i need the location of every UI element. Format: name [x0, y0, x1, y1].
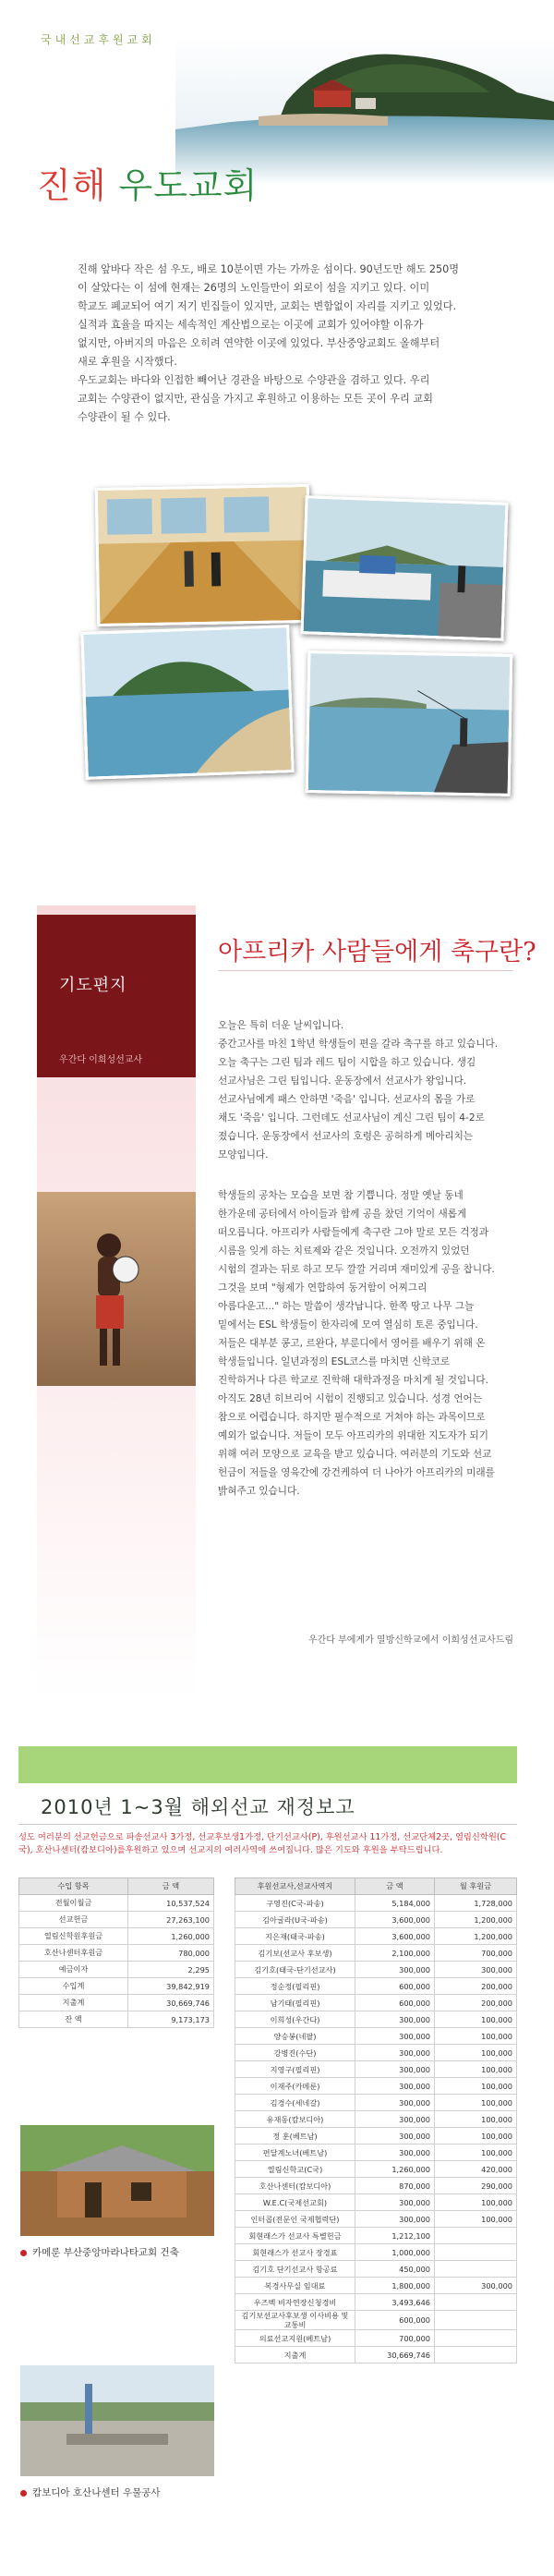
table-row [235, 1978, 517, 1995]
expense-table [235, 1877, 517, 2363]
table-cell-monthly: 290,000 [435, 2178, 517, 2194]
table-cell-monthly: 1,200,000 [435, 1928, 517, 1945]
table-cell-monthly: 1,200,000 [435, 1912, 517, 1928]
table-cell-amount: 3,600,000 [355, 1928, 435, 1945]
table-header-row [235, 1878, 517, 1895]
table-cell-recipient: 우즈벡 비자연장신청경비 [235, 2294, 355, 2311]
table-cell-recipient: 지은재(태국-파송) [235, 1928, 355, 1945]
table-cell-amount: 870,000 [355, 2178, 435, 2194]
photo-boy-with-ball [37, 1192, 196, 1386]
intro-line: 없지만, 아버지의 마음은 오히려 연약한 이곳에 있었다. 부산중앙교회도 올해부터 [78, 337, 440, 349]
table-cell-monthly [435, 2330, 517, 2347]
intro-line: 교회는 수양관이 없지만, 관심을 가지고 후원하고 이용하는 모든 곳이 우리 교회 [78, 393, 433, 405]
table-cell-amount: 1,260,000 [355, 2161, 435, 2178]
table-cell-monthly: 700,000 [435, 1945, 517, 1962]
table-row [235, 1928, 517, 1945]
table-cell-recipient: 회현래스가 선교사 장경표 [235, 2244, 355, 2261]
table-cell-recipient: 김기호(태국-단기선교사) [235, 1962, 355, 1978]
table-cell-recipient: 이재주(카메룬) [235, 2078, 355, 2095]
table-row [235, 2278, 517, 2294]
letter-line: 중간고사를 마친 1학년 학생들이 편을 갈라 축구를 하고 있습니다. [218, 1039, 499, 1050]
table-cell-recipient: 편달계노녀(베트남) [235, 2145, 355, 2161]
photo-hall-interior [95, 484, 312, 626]
table-cell-recipient: 정순정(필리핀) [235, 1978, 355, 1995]
table-cell-monthly: 100,000 [435, 2028, 517, 2045]
table-cell-amount: 1,212,100 [355, 2228, 435, 2244]
table-cell-monthly [435, 2294, 517, 2311]
table-cell-amount: 300,000 [355, 2211, 435, 2228]
table-row [235, 2294, 517, 2311]
table-cell-recipient: 회현래스가 선교사 특별헌금 [235, 2228, 355, 2244]
table-row [235, 2128, 517, 2145]
letter-line: 오늘은 특히 더운 날씨입니다. [218, 1020, 344, 1031]
letter-paragraph-2 [218, 1186, 513, 1501]
column-header: 수입 항목 [19, 1878, 128, 1895]
column-header: 월 후원금 [435, 1878, 517, 1895]
table-row [235, 2111, 517, 2128]
table-cell-item: 호산나센터후원금 [19, 1945, 128, 1962]
table-row [235, 2061, 517, 2078]
letter-line: 떠오릅니다. 아프리카 사람들에게 축구란 그야 말로 모든 걱정과 [218, 1227, 489, 1238]
table-cell-recipient: 김아굴라(U국-파송) [235, 1912, 355, 1928]
table-row [19, 1912, 214, 1928]
table-cell-recipient: 정 훈(베트남) [235, 2128, 355, 2145]
table-cell-recipient: 강병진(수단) [235, 2045, 355, 2061]
caption-cameroon [20, 2245, 179, 2259]
letter-line: 진학하거나 다른 학교로 진학해 대학과정을 마치게 될 것입니다. [218, 1375, 489, 1386]
table-cell-monthly: 1,728,000 [435, 1895, 517, 1912]
table-cell-amount: 300,000 [355, 2045, 435, 2061]
table-cell-item: 예금이자 [19, 1962, 128, 1978]
column-header: 후원선교사,선교사역지 [235, 1878, 355, 1895]
table-row [235, 2261, 517, 2278]
table-cell-item: 지출계 [19, 1995, 128, 2011]
table-cell-amount: 700,000 [355, 2330, 435, 2347]
table-cell-monthly: 100,000 [435, 2011, 517, 2028]
table-cell-amount: 9,173,173 [128, 2011, 214, 2028]
table-cell-monthly [435, 2244, 517, 2261]
table-cell-recipient: W.E.C(국제선교회) [235, 2194, 355, 2211]
letter-line: 밝혀주고 있습니다. [218, 1486, 300, 1497]
table-cell-monthly: 100,000 [435, 2095, 517, 2111]
prayer-letter-label-box [37, 915, 196, 1077]
table-cell-monthly: 100,000 [435, 2194, 517, 2211]
table-cell-amount: 300,000 [355, 2194, 435, 2211]
table-row [235, 2145, 517, 2161]
table-row [235, 2161, 517, 2178]
caption-text: 카메룬 부산중앙마라나타교회 건축 [32, 2247, 179, 2258]
table-cell-recipient: 호산나센터(캄보디아) [235, 2178, 355, 2194]
table-row [235, 2311, 517, 2330]
table-cell-amount: 300,000 [355, 2028, 435, 2045]
table-cell-monthly [435, 2261, 517, 2278]
finance-title-divider [18, 1824, 517, 1825]
table-cell-recipient: 김기보(선교사 후보생) [235, 1945, 355, 1962]
intro-line: 이 살았다는 이 섬에 현재는 26명의 노인들만이 외로이 섬을 지키고 있다. 이미 [78, 282, 430, 294]
table-row [235, 1995, 517, 2011]
income-table [18, 1877, 214, 2028]
table-cell-monthly: 100,000 [435, 2128, 517, 2145]
table-cell-amount: 1,800,000 [355, 2278, 435, 2294]
table-cell-item: 잔 액 [19, 2011, 128, 2028]
table-cell-recipient: 의료선교지원(베트남) [235, 2330, 355, 2347]
table-row [19, 1928, 214, 1945]
table-cell-recipient: 복경사무실 임대료 [235, 2278, 355, 2294]
title-part-jinhae: 진해 [37, 165, 107, 206]
table-cell-amount: 30,669,746 [128, 1995, 214, 2011]
column-header: 금 액 [128, 1878, 214, 1895]
table-cell-item: 수입계 [19, 1978, 128, 1995]
table-row [19, 1995, 214, 2011]
table-cell-amount: 300,000 [355, 2145, 435, 2161]
table-row [235, 2045, 517, 2061]
table-cell-amount: 300,000 [355, 2095, 435, 2111]
letter-line: 위해 여러 모양으로 교육을 받고 있습니다. 여러분의 기도와 선교 [218, 1449, 492, 1460]
prayer-letter-section [0, 905, 554, 1737]
intro-line: 진해 앞바다 작은 섬 우도, 배로 10분이면 가는 가까운 섬이다. 90년도만 해도 250명 [78, 263, 460, 275]
intro-line: 새로 후원을 시작했다. [78, 356, 177, 368]
table-cell-amount: 3,493,646 [355, 2294, 435, 2311]
photo-island-beach [80, 625, 294, 780]
bullet-dot-icon [20, 2490, 27, 2497]
table-cell-recipient: 남기태(필리핀) [235, 1995, 355, 2011]
table-cell-amount: 300,000 [355, 2061, 435, 2078]
column-header: 금 액 [355, 1878, 435, 1895]
table-cell-amount: 10,537,524 [128, 1895, 214, 1912]
table-row [235, 1945, 517, 1962]
table-cell-amount: 300,000 [355, 2011, 435, 2028]
caption-text: 캄보디아 호산나센터 우물공사 [32, 2487, 161, 2498]
table-cell-item: 전월이월금 [19, 1895, 128, 1912]
letter-line: 시름을 잊게 하는 치료제와 같은 것입니다. 오전까지 있었던 [218, 1245, 470, 1257]
church-intro-section [0, 0, 554, 887]
table-cell-amount: 600,000 [355, 1995, 435, 2011]
table-cell-monthly [435, 2311, 517, 2330]
prayer-letter-label: 기도편지 [59, 976, 127, 995]
table-row [19, 1962, 214, 1978]
table-cell-recipient: 구영진(C국-파송) [235, 1895, 355, 1912]
table-cell-monthly: 300,000 [435, 2278, 517, 2294]
table-cell-recipient: 유재동(캄보디아) [235, 2111, 355, 2128]
table-cell-recipient: 열림신학교(C국) [235, 2161, 355, 2178]
table-cell-monthly: 100,000 [435, 2078, 517, 2095]
table-cell-monthly: 100,000 [435, 2061, 517, 2078]
table-cell-amount: 30,669,746 [355, 2347, 435, 2363]
letter-line: 학생들입니다. 일년과정의 ESL코스를 마치면 신학코로 [218, 1356, 451, 1367]
table-row [19, 1978, 214, 1995]
table-cell-amount: 300,000 [355, 2128, 435, 2145]
letter-line: 예외가 없습니다. 저들이 모두 아프리카의 위대한 지도자가 되기 [218, 1430, 489, 1441]
table-cell-amount: 300,000 [355, 2111, 435, 2128]
letter-line: 아직도 28년 히브리어 시험이 진행되고 있습니다. 성경 언어는 [218, 1393, 483, 1404]
finance-report-section [0, 1746, 554, 2576]
table-cell-recipient: 양승봉(네팔) [235, 2028, 355, 2045]
intro-line: 학교도 폐교되어 여기 저기 빈집들이 있지만, 교회는 변함없이 자리를 지키고 있었다. [78, 300, 457, 312]
table-cell-amount: 300,000 [355, 2078, 435, 2095]
letter-line: 선교사님에게 패스 안하면 '죽음' 입니다. 선교사의 몸을 가로 [218, 1094, 476, 1105]
table-cell-monthly: 200,000 [435, 1995, 517, 2011]
table-cell-amount: 1,000,000 [355, 2244, 435, 2261]
table-row [235, 1895, 517, 1912]
table-row [235, 1912, 517, 1928]
table-cell-amount: 450,000 [355, 2261, 435, 2278]
table-cell-amount: 1,260,000 [128, 1928, 214, 1945]
table-cell-monthly: 100,000 [435, 2145, 517, 2161]
table-cell-recipient: 지영구(필리핀) [235, 2061, 355, 2078]
letter-signature: 우간다 부에게가 열방신학교에서 이희성선교사드림 [307, 1635, 513, 1646]
bullet-dot-icon [20, 2250, 27, 2256]
table-cell-amount: 300,000 [355, 1962, 435, 1978]
finance-report-title: 2010년 1~3월 해외선교 재정보고 [41, 1796, 355, 1818]
title-divider [218, 970, 513, 971]
table-row [235, 2330, 517, 2347]
caption-cambodia [20, 2485, 161, 2499]
letter-line: 한가운데 공터에서 아이들과 함께 공을 찼던 기억이 새롭게 [218, 1209, 467, 1220]
table-cell-recipient: 인터콥(전문인 국제협력단) [235, 2211, 355, 2228]
table-cell-amount: 5,184,000 [355, 1895, 435, 1912]
table-row [19, 1895, 214, 1912]
photo-ferry-boat [300, 495, 508, 641]
church-title [37, 157, 258, 208]
table-row [235, 2347, 517, 2363]
table-row [235, 2228, 517, 2244]
table-row [235, 2211, 517, 2228]
table-row [235, 1962, 517, 1978]
photo-cambodia-well [20, 2365, 214, 2476]
intro-line: 우도교회는 바다와 인접한 빼어난 경관을 바탕으로 수양관을 겸하고 있다. 우리 [78, 374, 430, 386]
letter-line: 채도 '죽음' 입니다. 그런데도 선교사님이 계신 그린 팀이 4-2로 [218, 1112, 485, 1124]
table-cell-amount: 2,100,000 [355, 1945, 435, 1962]
table-cell-monthly: 100,000 [435, 2111, 517, 2128]
letter-line: 참으로 어렵습니다. 하지만 필수적으로 거쳐야 하는 과목이므로 [218, 1412, 486, 1423]
table-cell-recipient: 김기보선교사후보생 이사비용 및 교통비 [235, 2311, 355, 2330]
letter-title: 아프리카 사람들에게 축구란? [218, 938, 536, 966]
letter-line: 헌금이 저들을 영육간에 강건케하여 더 나아가 아프리카의 미래를 [218, 1467, 495, 1478]
table-cell-monthly: 300,000 [435, 1962, 517, 1978]
section-green-bar [18, 1746, 517, 1783]
table-cell-amount: 2,295 [128, 1962, 214, 1978]
table-cell-item: 열림신학원후원금 [19, 1928, 128, 1945]
table-row [235, 2078, 517, 2095]
table-row [235, 2194, 517, 2211]
letter-line: 졌습니다. 운동장에서 선교사의 호령은 공허하게 메아리치는 [218, 1131, 474, 1142]
intro-line: 수양관이 될 수 있다. [78, 411, 171, 423]
letter-line: 학생들의 공차는 모습을 보면 참 기쁩니다. 정말 옛날 동네 [218, 1190, 464, 1201]
letter-line: 밑에서는 ESL 학생들이 한자리에 모여 열심히 토론 중입니다. [218, 1319, 478, 1331]
table-cell-monthly: 100,000 [435, 2045, 517, 2061]
table-cell-monthly: 100,000 [435, 2211, 517, 2228]
table-cell-monthly: 420,000 [435, 2161, 517, 2178]
letter-paragraph-1 [218, 1016, 513, 1164]
section-kicker: 국내선교후원교회 [41, 33, 156, 46]
photo-fishing-pier [306, 650, 513, 796]
table-cell-recipient: 김경수(세네갈) [235, 2095, 355, 2111]
table-row [19, 1945, 214, 1962]
table-row [235, 2244, 517, 2261]
letter-line: 오늘 축구는 그린 팀과 레드 팀이 시합을 하고 있습니다. 생김 [218, 1057, 476, 1068]
table-cell-recipient: 이희성(우간다) [235, 2011, 355, 2028]
table-cell-item: 선교헌금 [19, 1912, 128, 1928]
photo-cameroon-church-construction [20, 2125, 214, 2236]
letter-line: 시험의 결과는 뒤로 하고 모두 깔깔 거리며 재미있게 공을 찹니다. [218, 1264, 495, 1275]
table-cell-amount: 3,600,000 [355, 1912, 435, 1928]
table-row [235, 2028, 517, 2045]
intro-text [78, 261, 484, 427]
table-cell-amount: 780,000 [128, 1945, 214, 1962]
finance-note: 성도 여러분의 선교헌금으로 파송선교사 3가정, 선교후보생1가정, 단기선교사(P), 후원선교사 11가정, 선교단체2곳, 열림신학원(C국), 호산나센터(캄보디아)를후원하고 있으며 선교지의 여러사역에 쓰여집니다. 많은 기도와 후원을 부탁드립니다. [18, 1832, 506, 1855]
letter-line: 아름다운고..." 하는 말씀이 생각납니다. 한쪽 땅고 나무 그늘 [218, 1301, 475, 1312]
table-row [235, 2178, 517, 2194]
table-header-row [19, 1878, 214, 1895]
table-row [19, 2011, 214, 2028]
table-row [235, 2011, 517, 2028]
letter-line: 모양입니다. [218, 1149, 269, 1160]
missionary-name: 우간다 이희성선교사 [59, 1055, 143, 1065]
intro-line: 실적과 효율을 따지는 세속적인 계산법으로는 이곳에 교회가 있어야할 이유가 [78, 319, 424, 331]
table-cell-amount: 27,263,100 [128, 1912, 214, 1928]
table-cell-monthly [435, 2347, 517, 2363]
letter-line: 선교사님은 그린 팀입니다. 운동장에서 선교사가 왕입니다. [218, 1075, 467, 1087]
table-cell-recipient: 김기호 단기선교사 항공료 [235, 2261, 355, 2278]
table-cell-monthly [435, 2228, 517, 2244]
title-part-udo-church: 우도교회 [118, 165, 259, 206]
table-cell-recipient: 지출계 [235, 2347, 355, 2363]
table-cell-monthly: 200,000 [435, 1978, 517, 1995]
table-cell-amount: 39,842,919 [128, 1978, 214, 1995]
table-cell-amount: 600,000 [355, 2311, 435, 2330]
letter-line: 그것을 보며 "형제가 연합하여 동거함이 어찌그리 [218, 1282, 428, 1294]
table-row [235, 2095, 517, 2111]
table-cell-amount: 600,000 [355, 1978, 435, 1995]
letter-line: 저들은 대부분 콩고, 르완다, 부룬디에서 영어를 배우기 위해 온 [218, 1338, 486, 1349]
